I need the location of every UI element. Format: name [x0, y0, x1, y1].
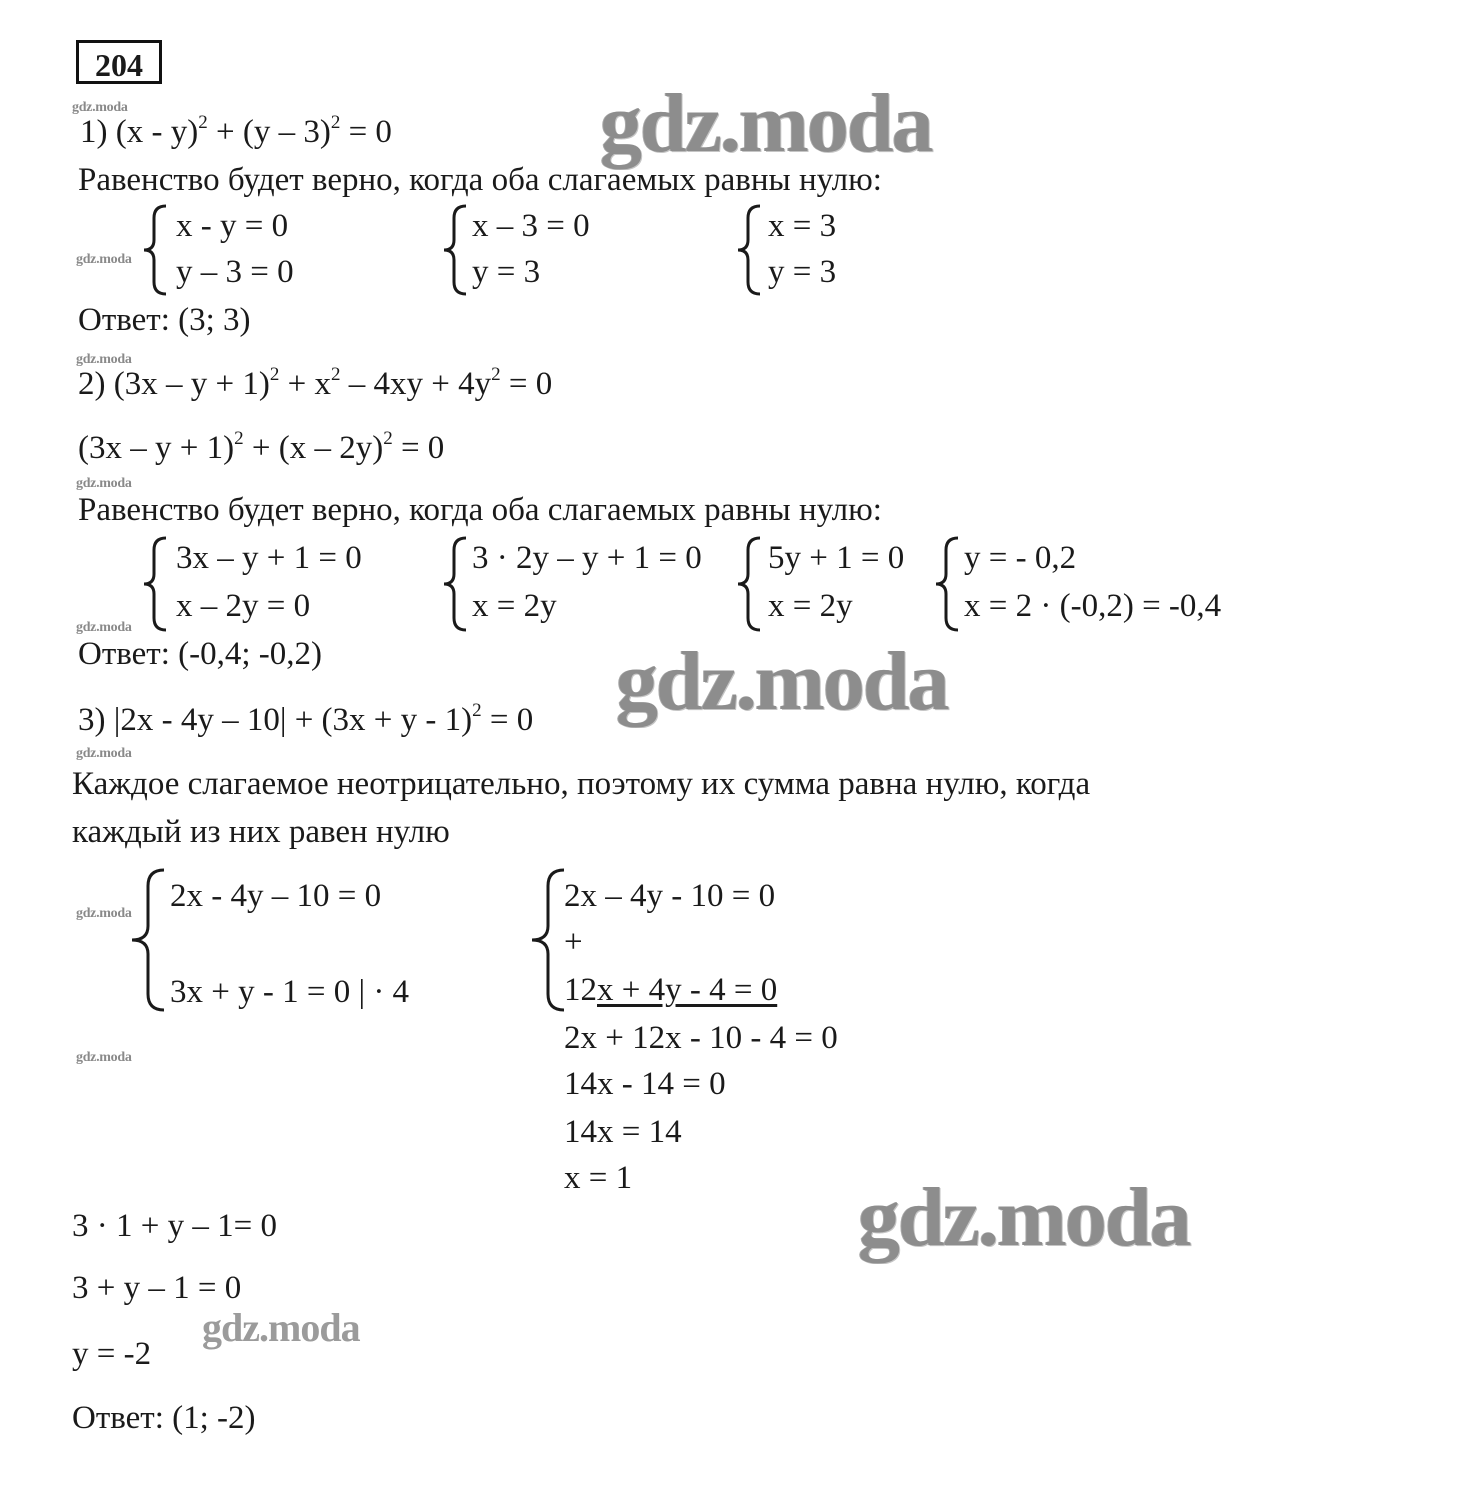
p3-sub-1: 3 · 1 + y – 1= 0	[72, 1208, 277, 1244]
system-brace	[140, 204, 170, 296]
watermark-small: gdz.moda	[76, 476, 132, 491]
problem-number: 204	[76, 40, 162, 84]
watermark-large: gdz.moda	[600, 77, 932, 170]
p3-statement-line1: Каждое слагаемое неотрицательно, поэтому их сумма равна нулю, когда	[72, 766, 1091, 802]
p2-sys4-line2: x = 2 · (-0,2) = -0,4	[964, 588, 1222, 624]
p2-sys3-line2: x = 2y	[768, 588, 853, 624]
p3-step-4: x = 1	[564, 1160, 633, 1196]
p3-sub-3: y = -2	[72, 1336, 152, 1372]
p1-sys2-line1: x – 3 = 0	[472, 208, 590, 244]
p3-sysB-plus: +	[564, 924, 583, 960]
p1-equation: 1) (x - y)$^2$ + (y – 3)$^2$ = 0	[80, 112, 392, 150]
watermark-medium: gdz.moda	[202, 1305, 360, 1350]
p1-sys1-line1: x - y = 0	[176, 208, 289, 244]
p3-step-2: 14x - 14 = 0	[564, 1066, 726, 1102]
p3-step-1: 2x + 12x - 10 - 4 = 0	[564, 1020, 838, 1056]
watermark-small: gdz.moda	[76, 352, 132, 367]
system-brace	[440, 204, 470, 296]
p2-sys3-line1: 5y + 1 = 0	[768, 540, 905, 576]
p2-sys4-line1: y = - 0,2	[964, 540, 1077, 576]
p3-step-3: 14x = 14	[564, 1114, 682, 1150]
p2-sys1-line2: x – 2y = 0	[176, 588, 311, 624]
system-brace	[440, 536, 470, 632]
watermark-large: gdz.moda	[616, 635, 948, 728]
p3-statement-line2: каждый из них равен нулю	[72, 814, 450, 850]
p1-statement: Равенство будет верно, когда оба слагаемых равны нулю:	[78, 162, 882, 198]
p3-sysB-line1: 2x – 4y - 10 = 0	[564, 878, 776, 914]
p1-sys3-line1: x = 3	[768, 208, 837, 244]
p2-sys2-line2: x = 2y	[472, 588, 557, 624]
p3-answer: Ответ: (1; -2)	[72, 1400, 256, 1436]
system-brace	[932, 536, 962, 632]
system-brace	[128, 868, 168, 1012]
watermark-small: gdz.moda	[76, 1050, 132, 1065]
system-brace	[528, 868, 568, 1012]
p3-sysA-line2: 3x + y - 1 = 0 | · 4	[170, 974, 410, 1010]
p3-sysA-line1: 2x - 4y – 10 = 0	[170, 878, 382, 914]
watermark-small: gdz.moda	[76, 906, 132, 921]
watermark-small: gdz.moda	[76, 620, 132, 635]
watermark-large: gdz.moda	[858, 1171, 1190, 1264]
p3-equation: 3) $|2x - 4y - 10| + (3x + y - 1)^2 = 0$	[78, 700, 534, 738]
p1-sys1-line2: y – 3 = 0	[176, 254, 294, 290]
p2-sys1-line1: 3x – y + 1 = 0	[176, 540, 362, 576]
watermark-small: gdz.moda	[76, 252, 132, 267]
watermark-small: gdz.moda	[76, 746, 132, 761]
p1-answer: Ответ: (3; 3)	[78, 302, 251, 338]
p2-answer: Ответ: (-0,4; -0,2)	[78, 636, 323, 672]
watermark-small: gdz.moda	[72, 100, 128, 115]
p3-sysB-line3: 12x + 4y - 4 = 0	[564, 972, 778, 1008]
p2-equation-2: $(3x - y + 1)^2 + (x - 2y)^2 = 0$	[78, 428, 445, 466]
system-brace	[734, 536, 764, 632]
p1-sys2-line2: y = 3	[472, 254, 541, 290]
p1-sys3-line2: y = 3	[768, 254, 837, 290]
p2-statement: Равенство будет верно, когда оба слагаемых равны нулю:	[78, 492, 882, 528]
system-brace	[140, 536, 170, 632]
system-brace	[734, 204, 764, 296]
p2-sys2-line1: 3 · 2y – y + 1 = 0	[472, 540, 702, 576]
p2-equation-1: 2) $(3x - y + 1)^2 + x^2 - 4xy + 4y^2 = 0$	[78, 364, 553, 402]
p3-sub-2: 3 + y – 1 = 0	[72, 1270, 242, 1306]
